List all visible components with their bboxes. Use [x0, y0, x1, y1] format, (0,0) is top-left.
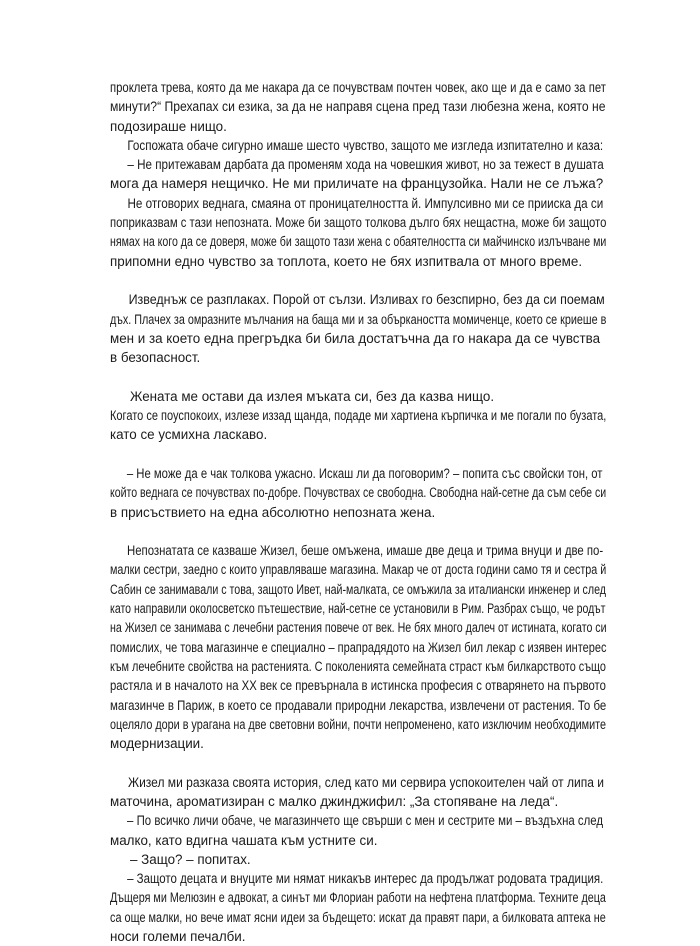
text-line: мен и за което една прегръдка би била достатъчна да го накара да се чувства [110, 330, 601, 346]
text-line: са още малки, но вече имат ясни идеи за бъдещето: искат да правят пари, а билковата аптека не [110, 909, 606, 925]
text-line: оцеляло дори в урагана на две световни войни, почти непроменено, като изключим необходимите [110, 716, 606, 732]
text-line: Жизел ми разказа своята история, след като ми сервира успокоителен чай от липа и [127, 774, 604, 790]
text-line: в присъствието на една абсолютно непозната жена. [110, 504, 436, 520]
text-line: поприказвам с тази непозната. Може би защото толкова дълго бях нещастна, може би защото [110, 215, 607, 231]
text-line: Сабин се занимавали с това, защото Ивет, най-малката, се омъжила за италиански инженер и след [110, 581, 606, 597]
text-column [110, 78, 606, 946]
text-line: магазинче в Париж, в което се продавали природни лекарства, извлечени от растения. То бе [110, 697, 607, 713]
text-line: малко, като вдигна чашата към устните си. [110, 832, 378, 848]
text-line: на Жизел се занимава с лечебни растения повече от век. Не бях много далеч от истината, когато си [110, 620, 607, 636]
text-line: – Защо? – попитах. [130, 851, 251, 867]
text-line: маточина, ароматизиран с малко джинджифил: „За стопяване на леда“. [110, 793, 559, 809]
paragraph-gap [110, 753, 606, 772]
text-line: който веднага се почувствах по-добре. Почувствах се свободна. Свободна най-сетне да съм себе си [110, 485, 607, 501]
text-line: Дъщеря ми Мелюзин е адвокат, а синът ми Флориан работи на нефтена платформа. Техните деца [110, 890, 606, 906]
text-line: носи големи печалби. [110, 929, 246, 945]
text-line: – По всичко личи обаче, че магазинчето ще свърши с мен и сестрите ми – въздъхна след [127, 813, 604, 829]
text-line: като се усмихна ласкаво. [110, 427, 268, 443]
text-line: модернизации. [110, 736, 204, 752]
text-line: подозираше нищо. [110, 118, 227, 134]
text-line: Госпожата обаче сигурно имаше шесто чувство, защото ме изгледа изпитателно и каза: [127, 137, 604, 153]
text-line: минути?“ Прехапах си езика, за да не направя сцена пред тази любезна жена, която не [110, 99, 606, 115]
text-line: проклета трева, която да ме накара да се почувствам почтен човек, ако ще и да е само за пет [110, 80, 606, 95]
paragraph-gap [110, 522, 606, 541]
text-line: Когато се поуспокоих, излезе иззад щанда, подаде ми хартиена кърпичка и ме погали по бузата, [110, 408, 607, 424]
text-line: – Не може да е чак толкова ужасно. Искаш ли да поговорим? – попита със свойски тон, от [126, 465, 603, 481]
text-line: Жената ме остави да излея мъката си, без да казва нищо. [130, 388, 495, 404]
text-line: Не отговорих веднага, смаяна от проницателността й. Импулсивно ми се приискa да си [127, 195, 604, 211]
text-line: Непознатата се казваше Жизел, беше омъжена, имаше две деца и трима внуци и две по- [127, 543, 604, 559]
text-line: мога да намеря нещичко. Не ми приличате на французойка. Нали не се лъжа? [110, 176, 604, 192]
paragraph-gap [110, 271, 606, 290]
text-line: припомни едно чувство за топлота, което не бях изпитвала от много време. [110, 253, 583, 269]
text-line: растяла и в началото на XX век се превърнала в истинска професия с отварянето на първото [110, 678, 606, 694]
text-line: – Не притежавам дарбата да променям хода на човешкия живот, но за тежест в душата [127, 157, 604, 173]
paragraph-gap [110, 445, 606, 464]
text-line: нямах на кого да се доверя, може би защото тази жена с обаятелността си майчинско излъчване ми [110, 234, 607, 250]
text-line: в безопасност. [110, 350, 201, 366]
text-line: като направили околосветско пътешествие, най-сетне се установили в Рим. Разбрах също, че родът [110, 601, 606, 617]
text-line: към лечебните свойства на растенията. С поколенията семейната страст към билкарството също [110, 658, 606, 674]
text-line: помислих, че това магазинче е специално – прапрадядото на Жизел бил лекар с изявен интерес [110, 639, 607, 655]
paragraph-gap [110, 367, 606, 386]
text-line: Изведнъж се разплаках. Порой от сълзи. Изливах го безспирно, без да си поемам [128, 292, 605, 308]
text-line: дъх. Плачех за омразните мълчания на баща ми и за объркаността момиченце, което се криеше в [110, 311, 607, 327]
text-line: – Защото децата и внуците ми нямат никакъв интерес да продължат родовата традиция. [127, 871, 604, 887]
text-line: малки сестри, заедно с които управляваше магазина. Макар че от доста години само тя и сестра й [110, 562, 607, 578]
